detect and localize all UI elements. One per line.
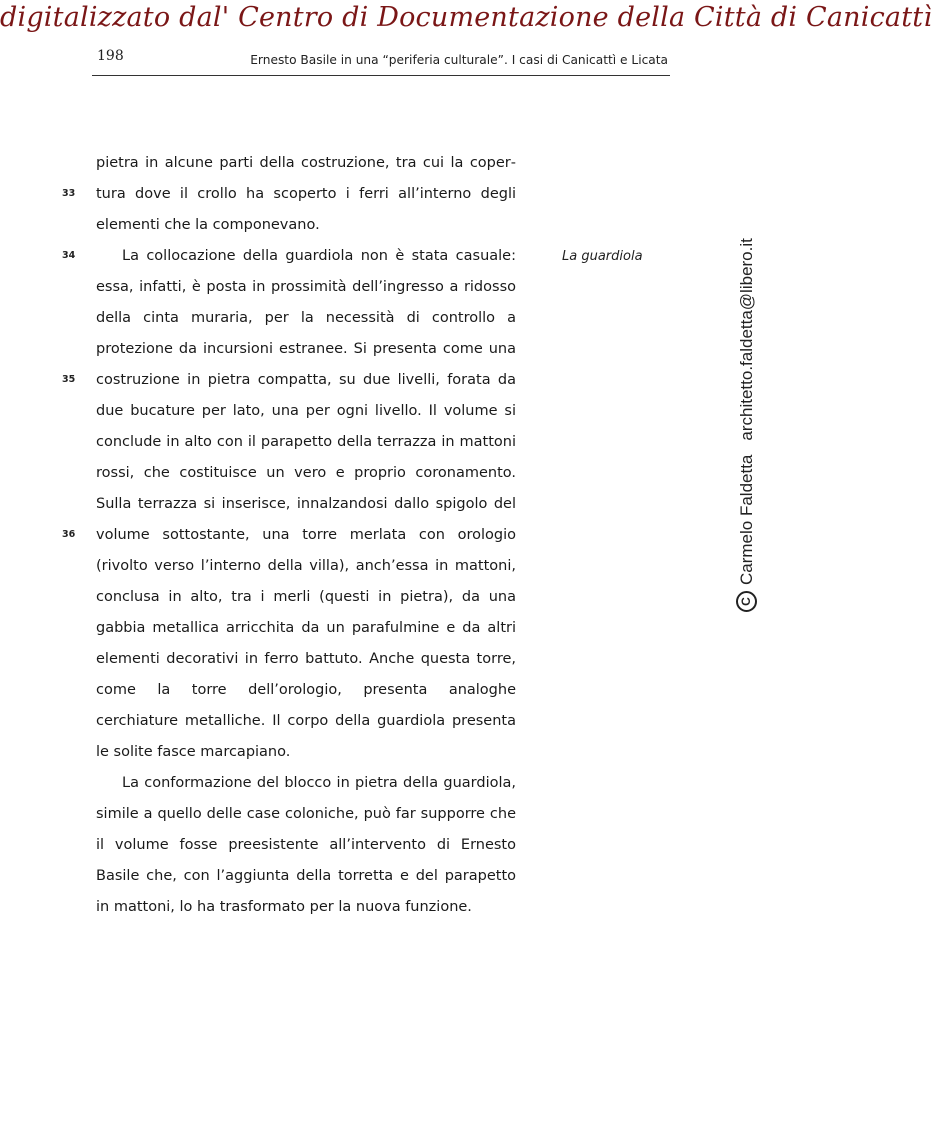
copyright-icon: C — [736, 591, 757, 612]
page-number: 198 — [97, 48, 124, 64]
margin-note: La guardiola — [562, 249, 643, 264]
watermark-email: architetto.faldetta@libero.it — [736, 238, 756, 441]
paragraph-number-34: 34 — [62, 250, 76, 261]
digitization-banner: digitalizzato dal' Centro di Documentazione della Città di Canicattì — [0, 2, 932, 33]
paragraph-number-36: 36 — [62, 529, 76, 540]
copyright-watermark — [736, 238, 757, 612]
paragraph-3: La conformazione del blocco in pietra della guardiola, simile a quello delle case coloniche, può far supporre che il volume fosse preesistente all’intervento di Ernesto Basile che, con l’aggiunta della torretta e del parapetto in mattoni, lo ha trasformato per la nuova funzione. — [96, 775, 516, 915]
running-title: Ernesto Basile in una “periferia culturale”. I casi di Canicattì e Licata — [250, 53, 668, 67]
body-text — [96, 148, 516, 923]
paragraph-number-33: 33 — [62, 188, 76, 199]
watermark-author: Carmelo Faldetta — [736, 454, 756, 585]
header-divider — [92, 75, 670, 76]
paragraph-1: pietra in alcune parti della costruzione, tra cui la copertura dove il crollo ha scoperto i ferri all’interno degli elementi che la componevano. — [96, 155, 516, 233]
paragraph-number-35: 35 — [62, 374, 76, 385]
paragraph-2: La collocazione della guardiola non è stata casuale: essa, infatti, è posta in prossimità dell’ingresso a ridosso della cinta muraria, per la necessità di controllo a protezione da incursioni estranee. Si presenta come una costruzione in pietra compatta, su due livelli, forata da due bucature per lato, una per ogni livello. Il volume si conclude in alto con il parapetto della terrazza in mattoni rossi, che costituisce un vero e proprio coronamento. Sulla terrazza si inserisce, innalzandosi dallo spigolo del volume sottostante, una torre merlata con orologio (rivolto verso l’interno della villa), anch’essa in mattoni, conclusa in alto, tra i merli (questi in pietra), da una gabbia metallica arricchita da un parafulmine e da altri elementi decorativi in ferro battuto. Anche questa torre, come la torre dell’orologio, presenta analoghe cerchiature metalliche. Il corpo della guardiola presenta le solite fasce marcapiano. — [96, 248, 516, 760]
